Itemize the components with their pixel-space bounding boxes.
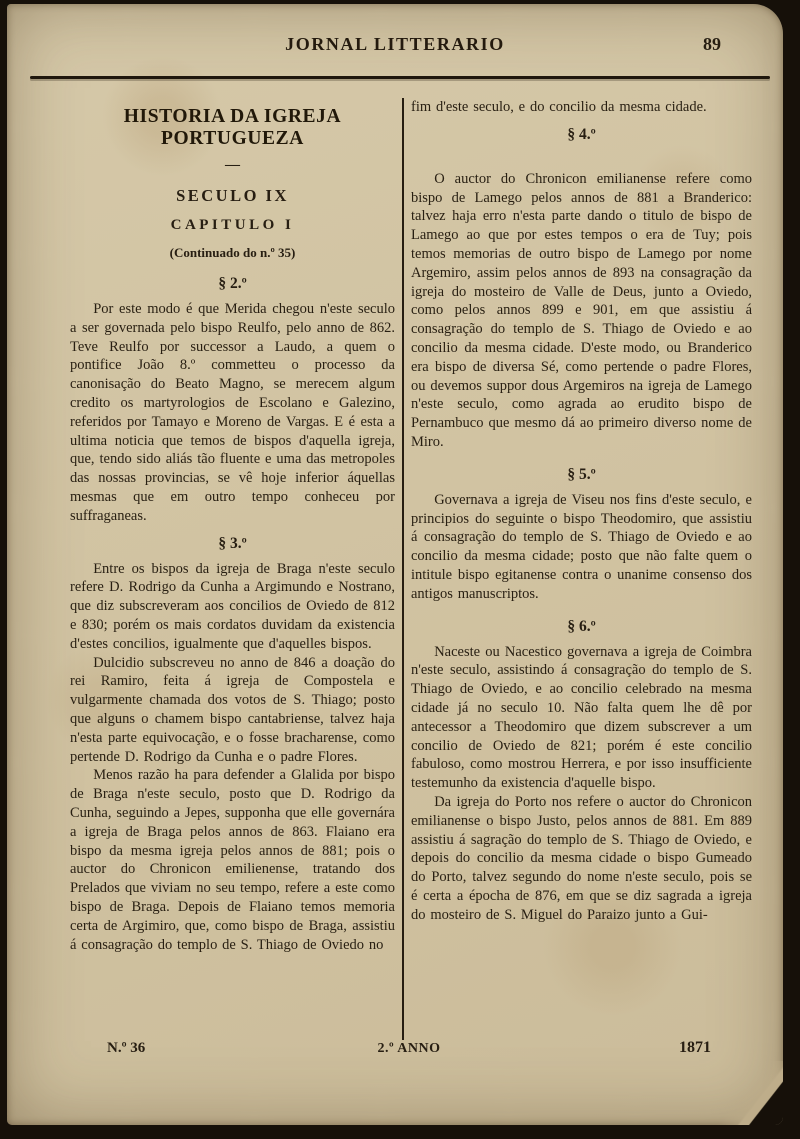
paragraph: O auctor do Chronicon emilianense refere como bispo de Lamego pelos annos de 881 a Branderico: talvez haja erro n'esta parte dando o titulo de bispo de Lamego ao que por estes tempos o era de Tuy; pois temos memorias de outro bispo de Lamego por nome Argemiro, assim pelos annos de 893 na consagração da igreja do mosteiro de Valle de Deus, junto a Oviedo, como pelos annos 899 e 901, em que assistiu á consagração do templo de S. Thiago de Oviedo e ao concilio da mesma cidade. D'este modo, ou Branderico era bispo de diversa Sé, como pertende o padre Flores, ou devemos suppor dous Argemiros na igreja de Lamego n'este seculo, como agrada ao erudito bispo de Pernambuco que mesmo dá ao primeiro diverso nome de Miro.: [411, 170, 752, 450]
paragraph: Naceste ou Nacestico governava a igreja de Coimbra n'este seculo, assistindo á consagração do templo de S. Thiago de Oviedo, e ao concilio celebrado na mesma cidade já no seculo 10. Não falta quem lhe dê por antecessor a Theodomiro que dizem subscrever a um concilio de Oviedo de 821; porém é este concilio fabuloso, como mostrou Herrera, e por isso insufficiente testemunho da existencia d'aquelle bispo.: [411, 643, 752, 792]
article-columns: [70, 98, 752, 1040]
title-dash: —: [225, 157, 240, 173]
continuation-note: (Continuado do n.º 35): [169, 245, 296, 260]
paragraph: Menos razão ha para defender a Glalida por bispo de Braga n'este seculo, posto que D. Rodrigo da Cunha, seguindo a Jepes, supponha que elle governára a igreja de Braga pelos annos de 863. Flaiano era bispo da mesma igreja pelos annos de 881; pois o auctor do Chronicon emilienense, tratando dos Prelados que viviam no seu tempo, refere a este como bispo de Braga. Depois de Flaiano temos memoria certa de Argimiro, que, como bispo de Braga, assistiu á consagração do templo de S. Thiago de Oviedo no: [70, 767, 395, 953]
continuation-paragraph: fim d'este seculo, e do concilio da mesma cidade.: [411, 99, 707, 115]
masthead-title: JORNAL LITTERARIO: [285, 34, 505, 54]
century-heading: SECULO IX: [176, 186, 289, 205]
journal-page: [7, 4, 783, 1125]
masthead: [7, 34, 783, 60]
paragraph: Da igreja do Porto nos refere o auctor do Chronicon emilianense o bispo Justo, pelos annos de 881. Em 889 assistiu á sagração do templo de S. Thiago de Oviedo, e depois do concilio da mesma cidade o bispo Gumeado do Porto, talvez segundo do nome n'este seculo, pois se é certa a épocha de 876, em que se diz sagrada a igreja do mosteiro de S. Miguel do Paraizo junto a Gui-: [411, 793, 752, 923]
section-heading-6: § 6.º: [567, 617, 596, 635]
left-column: [70, 98, 395, 1040]
footer-issue-number: N.º 36: [107, 1040, 146, 1056]
page-number: 89: [703, 34, 721, 54]
paragraph: Por este modo é que Merida chegou n'este seculo a ser governada pelo bispo Reulfo, pelo anno de 862. Teve Reulfo por successor a Laudo, a quem o pontifice João 8.º commetteu o processo da canonisação do Beato Magno, se merecem algum credito os martyrologios de Escolano e Galezino, referidos por Tamayo e Moreno de Vargas. E é esta a ultima noticia que temos de bispos d'aquella igreja, que, tendo sido aliás tão fluente e uma das metropoles das nossas provincias, se vê hoje inferior áquellas mesmas que em outro tempo conheceu por suffraganeas.: [70, 301, 395, 524]
right-column: [404, 98, 752, 1040]
section-heading-3: § 3.º: [218, 534, 247, 552]
paragraph: Governava a igreja de Viseu nos fins d'este seculo, e principios do seguinte o bispo Theodomiro, que assistiu á consagração do templo de S. Thiago de Oviedo e ao concilio da mesma cidade; posto que não falte quem o intitule bispo egitanense contra o unanime consenso dos antigos manuscriptos.: [411, 491, 752, 602]
article-title: HISTORIA DA IGREJA PORTUGUEZA: [123, 106, 342, 149]
chapter-heading: CAPITULO I: [170, 217, 295, 233]
section-heading-4: § 4.º: [567, 125, 596, 143]
section-heading-2: § 2.º: [218, 275, 247, 292]
footer-year: 1871: [678, 1039, 711, 1056]
corner-fold: [705, 1061, 783, 1125]
paragraph: Entre os bispos da igreja de Braga n'este seculo refere D. Rodrigo da Cunha a Argimundo e Nostrano, que diz subscreveram aos concilios de Oviedo de 812 e 830; porém os mais cordatos duvidam da existencia d'estes concilios, igualmente que d'aquelles bispos.: [70, 560, 395, 652]
header-rule: [30, 76, 770, 79]
footer-year-label: 2.º ANNO: [377, 1041, 441, 1056]
section-heading-5: § 5.º: [567, 465, 596, 483]
paragraph: Dulcidio subscreveu no anno de 846 a doação do rei Ramiro, feita á igreja de Compostela e vulgarmente chamada dos votos de S. Thiago; posto que alguns o chamem bispo cantabriense, talvez haja n'esta parte equivocação, e o fosse bracharense, como pertende D. Rodrigo da Cunha e o padre Flores.: [70, 654, 395, 765]
page-footer: [7, 1039, 783, 1057]
